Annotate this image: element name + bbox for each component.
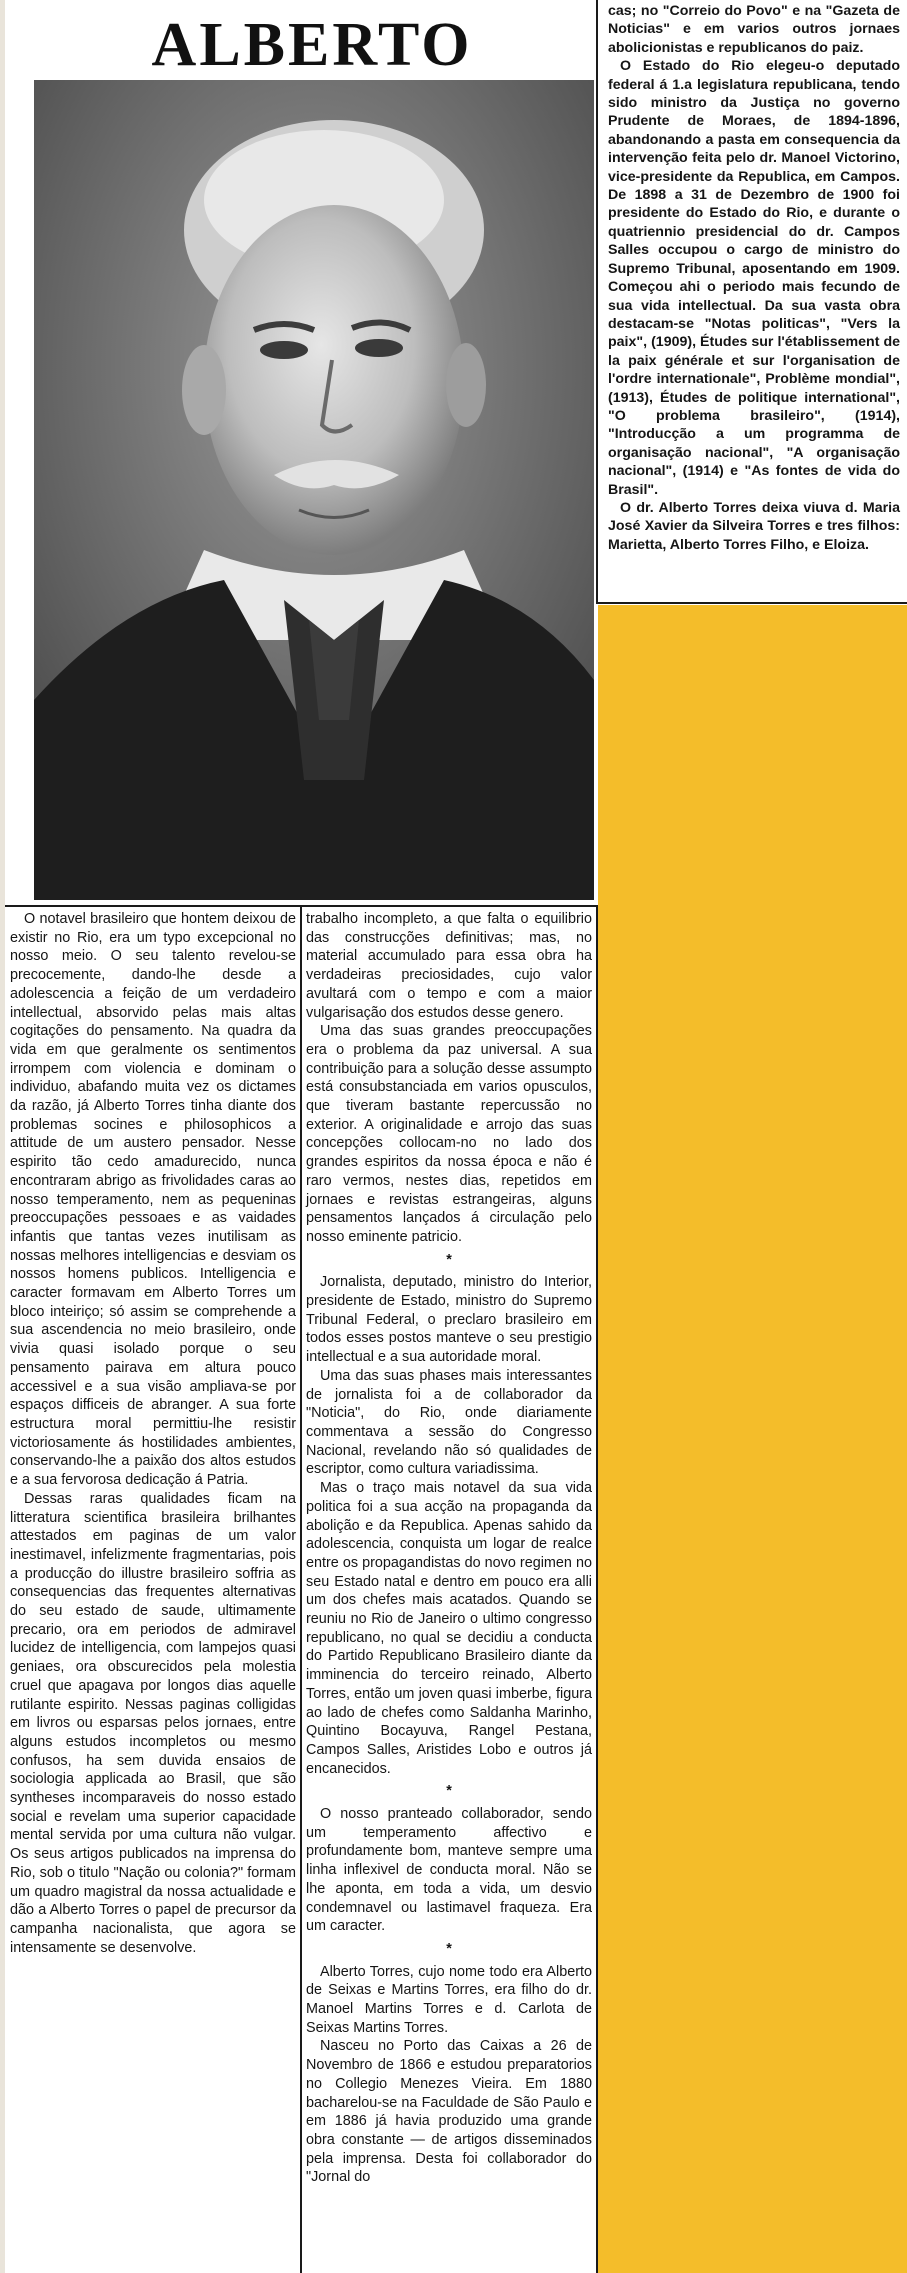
paragraph: Nasceu no Porto das Caixas a 26 de Novembro de 1866 e estudou preparatorios no Collegio Menezes Vieira. Em 1880 bacharelou-se na Faculdade de São Paulo e em 1886 já havia produzido uma grande obra constante — de artigos disseminados pela imprensa. Desta foi collaborador do "Jornal do <box>306 2038 592 2186</box>
paragraph: Alberto Torres, cujo nome todo era Alberto de Seixas e Martins Torres, era filho do dr. Manoel Martins Torres e d. Carlota de Seixas Martins Torres. <box>306 1963 592 2036</box>
page-edge <box>0 0 5 2273</box>
paragraph: O notavel brasileiro que hontem deixou de existir no Rio, era um typo excepcional no nosso meio. O seu talento revelou-se precocemente, dando-lhe desde a adolescencia a feição de um verdadeiro intellectual, absorvido pelas mais altas cogitações do pensamento. Na quadra da vida em que geralmente os sentimentos irrompem com violencia e dominam o individuo, abafando muita vez os dictames da razão, já Alberto Torres tinha diante dos problemas socines e philosophicos a attitude de um austero pensador. Nesse espirito tão cedo amadurecido, nunca encontraram abrigo as frivolidades caras ao nosso temperamento, nem as pequeninas preoccupações pessoaes e as vaidades infantis que tantas vezes inutilisam as nossas melhores intelligencias e desviam os nossos homens publicos. Intelligencia e caracter formavam em Alberto Torres um bloco inteiriço; só assim se comprehende a sua ascendencia no meio brasileiro, onde vivia quasi isolado porque o seu pensamento pairava em altura pouco accessivel e a sua visão ampliava-se por espaços difficeis de abranger. A sua forte estructura moral permittiu-lhe resistir victoriosamente ás hostilidades ambientes, conservando-lhe a paixão dos altos estudos e a sua fervorosa dedicação á Patria. <box>10 911 296 1489</box>
portrait-drawing <box>34 80 594 900</box>
section-separator: * <box>446 1940 452 1957</box>
section-separator: * <box>446 1251 452 1268</box>
section-separator: * <box>446 1783 452 1800</box>
paragraph: Uma das suas grandes preoccupações era o problema da paz universal. A sua contribuição para a solução desse assumpto está consubstanciada em varios opusculos, que tiveram bastante repercussão no exterior. A originalidade e arrojo das suas concepções collocam-no no lado dos grandes espiritos da nossa época e não é raro vermos, nestes dias, repetidos em jornaes e revistas estrangeiras, alguns pensamentos lançados á circulação pelo nosso eminente patricio. <box>306 1023 592 1245</box>
article-title: ALBERTO <box>151 11 473 79</box>
paragraph: trabalho incompleto, a que falta o equilibrio das construcções definitivas; mas, no material accumulado para essa obra ha verdadeiras preciosidades, cujo valor avultará com o tempo e com a maior vulgarisação dos estudos desse genero. <box>306 911 592 1021</box>
paragraph: Dessas raras qualidades ficam na litteratura scientifica brasileira brilhantes attestados em paginas de um valor inestimavel, infelizmente fragmentarias, pois a producção do illustre brasileiro soffria as consequencias das frequentes alternativas do seu estado de saude, ultimamente precario, ora em periodos de admiravel lucidez de intelligencia, com lampejos quasi geniaes, ora obscurecidos pela molestia cruel que apagava por longos dias aquelle rutilante espirito. Nessas paginas colligidas em livros ou esparsas pelos jornaes, entre alguns estudos incompletos ou mesmo confusos, ha sem duvida ensaios de sociologia applicada ao Brasil, que são syntheses incomparaveis do nosso estado social e revelam uma superior capacidade mental servida por uma cultura não vulgar. Os seus artigos publicados na imprensa do Rio, sob o titulo "Nação ou colonia?" formam um quadro magistral da nossa actualidade e dão a Alberto Torres o papel de precursor da campanha nacionalista, que agora se intensamente se desenvolve. <box>10 1490 296 1956</box>
left-column <box>10 910 296 1957</box>
paragraph: Uma das suas phases mais interessantes de jornalista foi a de collaborador da "Noticia", do Rio, onde diariamente commentava a sessão do Congresso Nacional, revelando não só qualidades de escriptor, como cultura variadissima. <box>306 1367 592 1478</box>
paragraph: Mas o traço mais notavel da sua vida politica foi a sua acção na propaganda da abolição e da Republica. Apenas sahido da adolescencia, conquista um logar de realce entre os propagandistas do novo regimen no seu Estado natal e dentro em pouco era alli um dos chefes mais acatados. Quando se reuniu no Rio de Janeiro o ultimo congresso republicano, no qual se decidiu a conducta do Partido Republicano Brasileiro diante da imminencia do terceiro reinado, Alberto Torres, então um joven quasi imberbe, figura ao lado de chefes como Saldanha Marinho, Quintino Bocayuva, Rangel Pestana, Campos Salles, Aristides Lobo e outros já encanecidos. <box>306 1480 592 1777</box>
paragraph: O nosso pranteado collaborador, sendo um temperamento affectivo e profundamente bom, manteve sempre uma linha inflexivel de conducta moral. Não se lhe aponta, em toda a vida, um desvio condemnavel ou lastimavel fraqueza. Era um caracter. <box>306 1806 592 1935</box>
highlight-block <box>598 605 907 2273</box>
column-rule <box>596 0 598 602</box>
paragraph: Jornalista, deputado, ministro do Interior, presidente de Estado, ministro do Supremo Tribunal Federal, o preclaro brasileiro em todos esses postos manteve o seu prestigio intellectual e a sua autoridade moral. <box>306 1274 592 1366</box>
middle-column <box>306 910 592 2187</box>
paragraph: O Estado do Rio elegeu-o deputado federal á 1.a legislatura republicana, tendo sido ministro da Justiça no governo Prudente de Moraes, de 1894-1896, abandonando a pasta em consequencia da intervenção feita pelo dr. Manoel Victorino, vice-presidente da Republica, em Campos. De 1898 a 31 de Dezembro de 1900 foi presidente do Estado do Rio, e durante o quatriennio presidencial do dr. Campos Salles occupou o cargo de ministro do Supremo Tribunal, aposentando em 1909. Começou ahi o periodo mais fecundo de sua vida intellectual. Da sua vasta obra destacam-se "Notas politicas", "Vers la paix", (1909), Études sur l'établissement de la paix générale et sur l'organisation de l'ordre internationale", Problème mondial", (1913), Études de politique international", "O problema brasileiro", (1914), "Introducção a um programma de organisação nacional", "A organisação nacional", (1914) e "As fontes de vida do Brasil". <box>608 58 900 498</box>
portrait-photo <box>34 80 594 900</box>
column-rule <box>596 602 907 604</box>
right-column <box>608 2 900 554</box>
column-rule <box>300 905 302 2273</box>
paragraph: cas; no "Correio do Povo" e na "Gazeta de Noticias" e em varios outros jornaes abolicionistas e republicanos do paiz. <box>608 3 900 56</box>
paragraph: O dr. Alberto Torres deixa viuva d. Maria José Xavier da Silveira Torres e tres filhos: Marietta, Alberto Torres Filho, e Eloiza. <box>608 499 900 553</box>
